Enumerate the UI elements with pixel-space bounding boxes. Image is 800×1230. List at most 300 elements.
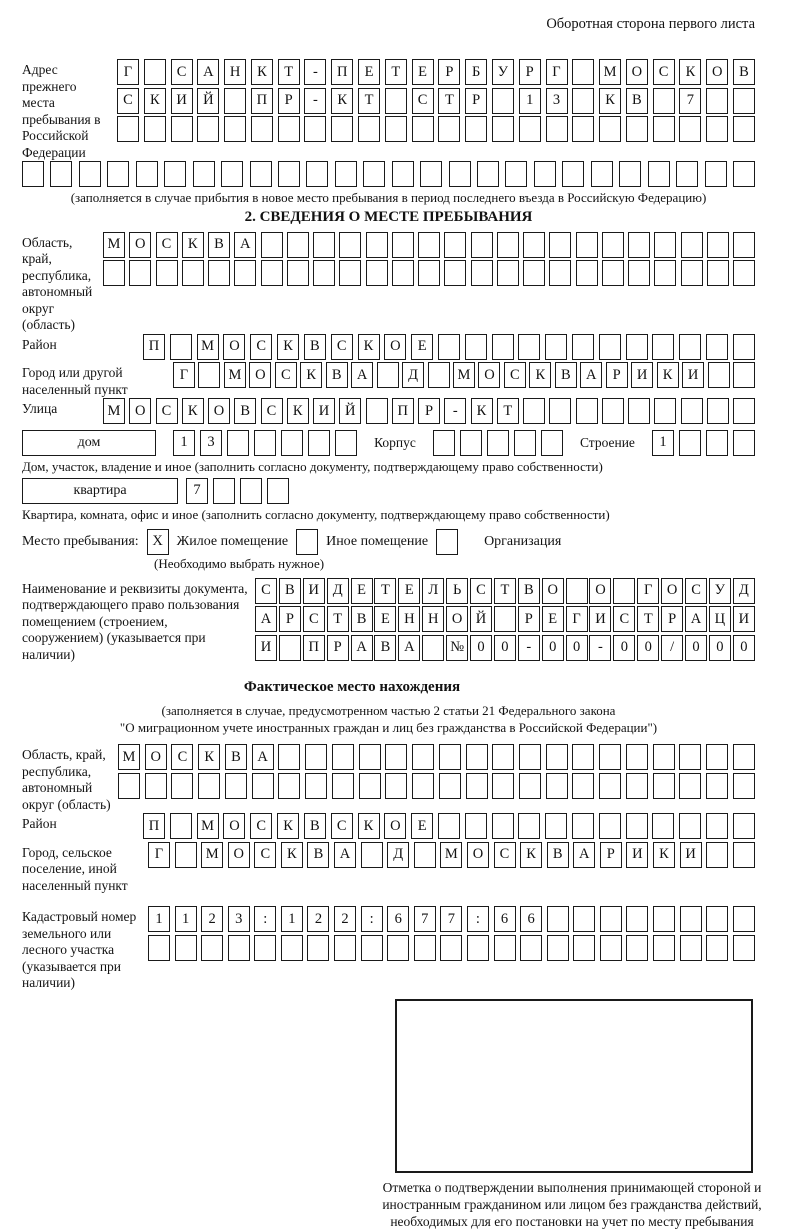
char-cell: [392, 161, 414, 187]
char-cell: И: [313, 398, 335, 424]
char-cell: С: [117, 88, 139, 114]
char-cell: [240, 478, 262, 504]
char-cell: [497, 232, 519, 258]
char-cell: О: [129, 232, 151, 258]
char-cell: [706, 744, 728, 770]
char-cell: [334, 935, 356, 961]
char-cell: В: [279, 578, 301, 604]
char-cell: О: [478, 362, 500, 388]
char-cell: Л: [422, 578, 444, 604]
char-cell: В: [518, 578, 540, 604]
char-cell: [546, 773, 568, 799]
char-cell: Е: [412, 59, 434, 85]
char-cell: 7: [679, 88, 701, 114]
right-document-label: Наименование и реквизиты документа, подтверждающего право пользования помещением (строением, сооружением) (указывается при наличии): [22, 580, 248, 662]
char-cell: Н: [224, 59, 246, 85]
char-cell: [520, 935, 542, 961]
char-cell: С: [685, 578, 707, 604]
char-cell: 3: [546, 88, 568, 114]
char-cell: [156, 260, 178, 286]
char-cell: М: [224, 362, 246, 388]
char-cell: [129, 260, 151, 286]
char-cell: [705, 161, 727, 187]
char-cell: [261, 232, 283, 258]
char-cell: Г: [637, 578, 659, 604]
char-cell: [170, 813, 192, 839]
char-cell: Н: [398, 606, 420, 632]
actual-region-row-2: [118, 773, 755, 799]
char-cell: [733, 232, 755, 258]
cadastral-row-2: [148, 935, 755, 961]
char-cell: У: [492, 59, 514, 85]
char-cell: Г: [566, 606, 588, 632]
stay-type-checkbox-other: [296, 529, 318, 555]
char-cell: [175, 935, 197, 961]
char-cell: К: [679, 59, 701, 85]
stay-type-option-other: Иное помещение: [326, 533, 429, 549]
char-cell: [412, 116, 434, 142]
char-cell: [545, 813, 567, 839]
char-cell: 6: [387, 906, 409, 932]
char-cell: [313, 260, 335, 286]
stay-type-checkbox-organization: [436, 529, 458, 555]
char-cell: О: [228, 842, 250, 868]
char-cell: С: [331, 334, 353, 360]
char-cell: [465, 813, 487, 839]
char-cell: А: [334, 842, 356, 868]
char-cell: [626, 116, 648, 142]
char-cell: [492, 334, 514, 360]
char-cell: 7: [186, 478, 208, 504]
char-cell: [279, 635, 301, 661]
char-cell: В: [326, 362, 348, 388]
char-cell: Р: [438, 59, 460, 85]
char-cell: Р: [418, 398, 440, 424]
char-cell: С: [171, 59, 193, 85]
previous-address-row-3: [117, 116, 755, 142]
char-cell: [626, 813, 648, 839]
korpus-cells: [433, 430, 563, 456]
char-cell: Е: [411, 813, 433, 839]
char-cell: С: [470, 578, 492, 604]
char-cell: С: [303, 606, 325, 632]
actual-city-grid: [148, 842, 755, 871]
char-cell: [136, 161, 158, 187]
char-cell: [466, 773, 488, 799]
char-cell: [213, 478, 235, 504]
house-type-box: дом: [22, 430, 156, 456]
char-cell: К: [471, 398, 493, 424]
char-cell: К: [331, 88, 353, 114]
char-cell: 6: [494, 906, 516, 932]
char-cell: 0: [637, 635, 659, 661]
char-cell: [50, 161, 72, 187]
char-cell: [514, 430, 536, 456]
char-cell: У: [709, 578, 731, 604]
char-cell: [654, 260, 676, 286]
char-cell: [576, 398, 598, 424]
char-cell: С: [171, 744, 193, 770]
cadastral-row-1: [148, 906, 755, 932]
char-cell: [444, 260, 466, 286]
char-cell: -: [444, 398, 466, 424]
char-cell: [591, 161, 613, 187]
actual-location-title: Фактическое место нахождения: [243, 679, 461, 695]
char-cell: 1: [175, 906, 197, 932]
char-cell: [573, 906, 595, 932]
char-cell: [505, 161, 527, 187]
char-cell: [680, 906, 702, 932]
char-cell: [546, 744, 568, 770]
char-cell: Е: [542, 606, 564, 632]
char-cell: [653, 88, 675, 114]
char-cell: К: [300, 362, 322, 388]
char-cell: [304, 116, 326, 142]
char-cell: В: [733, 59, 755, 85]
char-cell: О: [208, 398, 230, 424]
char-cell: Г: [148, 842, 170, 868]
char-cell: 3: [200, 430, 222, 456]
house-number-cells: [173, 430, 357, 456]
previous-address-row-1: [117, 59, 755, 85]
char-cell: [679, 744, 701, 770]
field-cadastral: [22, 906, 755, 992]
char-cell: [679, 773, 701, 799]
char-cell: [613, 578, 635, 604]
char-cell: И: [171, 88, 193, 114]
char-cell: Д: [733, 578, 755, 604]
stroenie-label: Строение: [579, 434, 635, 450]
char-cell: 0: [613, 635, 635, 661]
char-cell: [418, 232, 440, 258]
stay-type-option-residential: Жилое помещение: [176, 533, 289, 549]
char-cell: Ь: [446, 578, 468, 604]
char-cell: В: [626, 88, 648, 114]
char-cell: [198, 362, 220, 388]
field-street: [22, 398, 755, 427]
char-cell: №: [446, 635, 468, 661]
char-cell: О: [467, 842, 489, 868]
char-cell: И: [682, 362, 704, 388]
char-cell: [600, 906, 622, 932]
char-cell: [549, 232, 571, 258]
char-cell: [733, 813, 755, 839]
char-cell: Д: [327, 578, 349, 604]
char-cell: С: [331, 813, 353, 839]
char-cell: [679, 430, 701, 456]
char-cell: А: [255, 606, 277, 632]
char-cell: [653, 744, 675, 770]
char-cell: [497, 260, 519, 286]
char-cell: [653, 906, 675, 932]
char-cell: [572, 744, 594, 770]
char-cell: А: [685, 606, 707, 632]
char-cell: [428, 362, 450, 388]
char-cell: Г: [117, 59, 139, 85]
char-cell: [599, 773, 621, 799]
char-cell: [679, 813, 701, 839]
char-cell: Р: [327, 635, 349, 661]
char-cell: И: [303, 578, 325, 604]
char-cell: 0: [566, 635, 588, 661]
char-cell: [251, 116, 273, 142]
char-cell: [366, 260, 388, 286]
char-cell: [103, 260, 125, 286]
char-cell: И: [733, 606, 755, 632]
char-cell: [467, 935, 489, 961]
char-cell: [523, 232, 545, 258]
char-cell: [359, 773, 381, 799]
char-cell: К: [182, 232, 204, 258]
char-cell: [144, 59, 166, 85]
char-cell: О: [542, 578, 564, 604]
char-cell: [733, 88, 755, 114]
char-cell: [676, 161, 698, 187]
char-cell: К: [281, 842, 303, 868]
char-cell: [254, 430, 276, 456]
char-cell: 3: [228, 906, 250, 932]
char-cell: В: [304, 334, 326, 360]
char-cell: [534, 161, 556, 187]
char-cell: Т: [327, 606, 349, 632]
char-cell: К: [182, 398, 204, 424]
char-cell: [600, 935, 622, 961]
char-cell: О: [384, 813, 406, 839]
street-row: [103, 398, 755, 424]
street-grid: [103, 398, 755, 427]
char-cell: К: [599, 88, 621, 114]
char-cell: С: [250, 813, 272, 839]
char-cell: [654, 232, 676, 258]
char-cell: [653, 935, 675, 961]
char-cell: [254, 935, 276, 961]
char-cell: 0: [470, 635, 492, 661]
char-cell: 7: [440, 906, 462, 932]
char-cell: [224, 88, 246, 114]
char-cell: С: [653, 59, 675, 85]
char-cell: И: [589, 606, 611, 632]
char-cell: [307, 935, 329, 961]
char-cell: [170, 334, 192, 360]
field-region: [22, 232, 755, 334]
char-cell: [679, 116, 701, 142]
char-cell: О: [223, 334, 245, 360]
char-cell: [654, 398, 676, 424]
char-cell: [252, 773, 274, 799]
char-cell: [412, 744, 434, 770]
char-cell: К: [358, 334, 380, 360]
char-cell: Й: [339, 398, 361, 424]
char-cell: [492, 88, 514, 114]
char-cell: [385, 116, 407, 142]
char-cell: [733, 906, 755, 932]
char-cell: [541, 430, 563, 456]
cadastral-label: Кадастровый номер земельного или лесного участка (указывается при наличии): [22, 909, 137, 990]
char-cell: А: [351, 635, 373, 661]
char-cell: [492, 773, 514, 799]
char-cell: [626, 935, 648, 961]
char-cell: [547, 906, 569, 932]
char-cell: [572, 59, 594, 85]
char-cell: [412, 773, 434, 799]
char-cell: :: [361, 906, 383, 932]
char-cell: Н: [422, 606, 444, 632]
char-cell: [175, 842, 197, 868]
char-cell: Т: [497, 398, 519, 424]
char-cell: [706, 430, 728, 456]
char-cell: [599, 116, 621, 142]
char-cell: М: [453, 362, 475, 388]
char-cell: [278, 161, 300, 187]
char-cell: [628, 260, 650, 286]
char-cell: 1: [652, 430, 674, 456]
char-cell: [566, 578, 588, 604]
previous-address-row-2: [117, 88, 755, 114]
char-cell: С: [412, 88, 434, 114]
char-cell: Е: [358, 59, 380, 85]
char-cell: :: [467, 906, 489, 932]
stay-type-option-organization: Организация: [484, 533, 562, 549]
char-cell: [573, 935, 595, 961]
char-cell: [576, 260, 598, 286]
char-cell: [733, 430, 755, 456]
char-cell: [547, 935, 569, 961]
char-cell: [519, 116, 541, 142]
char-cell: /: [661, 635, 683, 661]
char-cell: [706, 88, 728, 114]
right-document-row-1: [255, 578, 755, 604]
char-cell: [308, 430, 330, 456]
char-cell: [444, 232, 466, 258]
char-cell: :: [254, 906, 276, 932]
char-cell: С: [613, 606, 635, 632]
actual-location-note-line1: (заполняется в случае, предусмотренном частью 2 статьи 21 Федерального закона: [161, 703, 616, 718]
char-cell: [418, 260, 440, 286]
char-cell: Т: [438, 88, 460, 114]
char-cell: [420, 161, 442, 187]
char-cell: [339, 260, 361, 286]
char-cell: [148, 935, 170, 961]
char-cell: [414, 842, 436, 868]
char-cell: [361, 842, 383, 868]
actual-district-label: Район: [22, 816, 57, 831]
char-cell: [679, 334, 701, 360]
char-cell: А: [398, 635, 420, 661]
char-cell: [626, 334, 648, 360]
char-cell: [576, 232, 598, 258]
char-cell: К: [277, 334, 299, 360]
char-cell: [335, 430, 357, 456]
char-cell: [572, 334, 594, 360]
char-cell: К: [520, 842, 542, 868]
char-cell: [706, 906, 728, 932]
char-cell: [707, 398, 729, 424]
char-cell: [519, 773, 541, 799]
char-cell: [359, 744, 381, 770]
char-cell: [117, 116, 139, 142]
char-cell: [392, 232, 414, 258]
char-cell: 2: [201, 906, 223, 932]
char-cell: [358, 116, 380, 142]
char-cell: А: [573, 842, 595, 868]
actual-city-row: [148, 842, 755, 868]
char-cell: [392, 260, 414, 286]
char-cell: [278, 116, 300, 142]
char-cell: [198, 773, 220, 799]
field-district: [22, 334, 755, 363]
char-cell: [519, 744, 541, 770]
char-cell: В: [547, 842, 569, 868]
char-cell: [305, 744, 327, 770]
char-cell: Т: [494, 578, 516, 604]
char-cell: [523, 260, 545, 286]
char-cell: 6: [520, 906, 542, 932]
char-cell: 0: [685, 635, 707, 661]
char-cell: Р: [519, 59, 541, 85]
char-cell: [281, 430, 303, 456]
char-cell: [628, 398, 650, 424]
house-row: [22, 430, 755, 456]
apartment-note: Квартира, комната, офис и иное (заполнить согласно документу, подтверждающему право собственности): [22, 506, 610, 522]
char-cell: В: [555, 362, 577, 388]
char-cell: М: [599, 59, 621, 85]
char-cell: [366, 232, 388, 258]
char-cell: Т: [278, 59, 300, 85]
char-cell: [471, 260, 493, 286]
char-cell: [171, 773, 193, 799]
char-cell: [465, 334, 487, 360]
char-cell: [648, 161, 670, 187]
region-row-2: [103, 260, 755, 286]
char-cell: [366, 398, 388, 424]
char-cell: С: [156, 398, 178, 424]
char-cell: В: [225, 744, 247, 770]
region-row-1: [103, 232, 755, 258]
char-cell: Р: [465, 88, 487, 114]
char-cell: О: [249, 362, 271, 388]
char-cell: [602, 398, 624, 424]
char-cell: П: [143, 813, 165, 839]
char-cell: [626, 773, 648, 799]
char-cell: [460, 430, 482, 456]
char-cell: Й: [470, 606, 492, 632]
char-cell: [706, 116, 728, 142]
char-cell: [465, 116, 487, 142]
char-cell: Р: [661, 606, 683, 632]
char-cell: П: [251, 88, 273, 114]
char-cell: [733, 362, 755, 388]
actual-district-row: [143, 813, 755, 839]
apartment-row: [22, 478, 755, 504]
char-cell: [652, 334, 674, 360]
char-cell: [466, 744, 488, 770]
char-cell: [414, 935, 436, 961]
char-cell: Т: [358, 88, 380, 114]
char-cell: [626, 906, 648, 932]
char-cell: [628, 232, 650, 258]
stay-type-checkbox-residential: X: [147, 529, 169, 555]
char-cell: [733, 935, 755, 961]
char-cell: К: [198, 744, 220, 770]
char-cell: О: [589, 578, 611, 604]
actual-region-row-1: [118, 744, 755, 770]
char-cell: А: [197, 59, 219, 85]
char-cell: [707, 260, 729, 286]
char-cell: Г: [173, 362, 195, 388]
char-cell: К: [277, 813, 299, 839]
char-cell: П: [331, 59, 353, 85]
char-cell: [377, 362, 399, 388]
